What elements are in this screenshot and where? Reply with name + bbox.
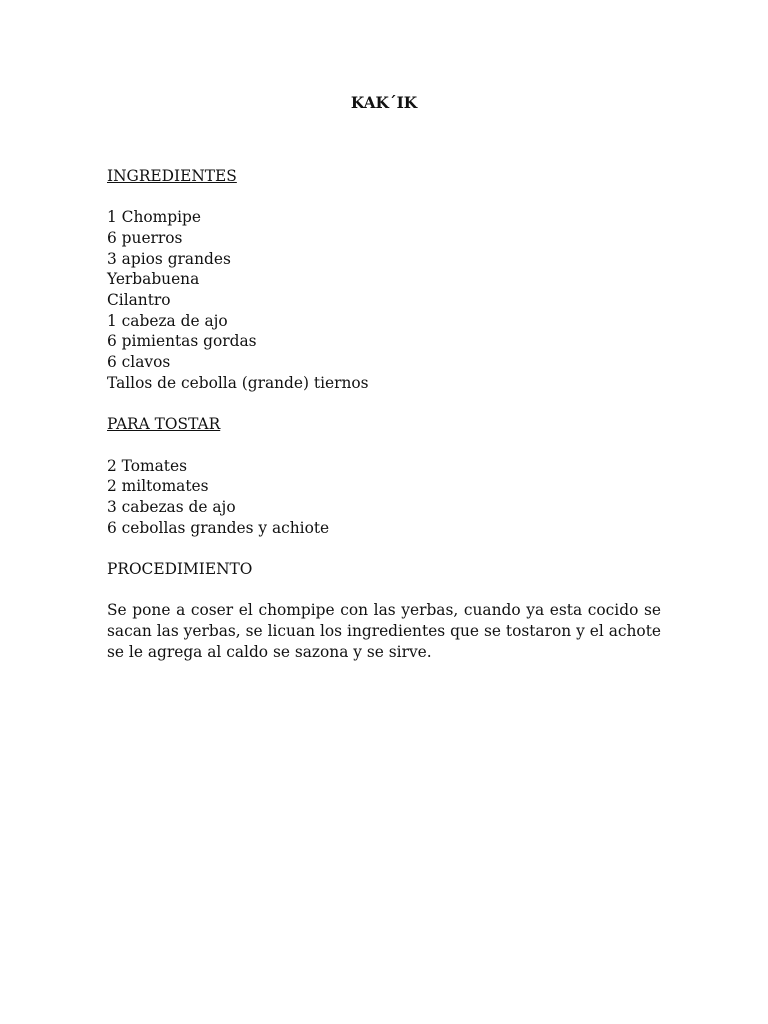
list-item: 6 cebollas grandes y achiote bbox=[107, 518, 330, 537]
list-item: Yerbabuena bbox=[107, 270, 200, 289]
list-item: 1 cabeza de ajo bbox=[107, 311, 228, 330]
spacer bbox=[107, 186, 661, 207]
list-item: 3 cabezas de ajo bbox=[107, 497, 236, 516]
list-item: 6 clavos bbox=[107, 353, 171, 372]
toast-list bbox=[107, 456, 661, 539]
recipe-title: KAK´IK bbox=[350, 94, 418, 112]
toast-heading: PARA TOSTAR bbox=[107, 415, 221, 434]
list-item: 2 miltomates bbox=[107, 477, 209, 496]
list-item: 6 pimientas gordas bbox=[107, 332, 257, 351]
list-item: 3 apios grandes bbox=[107, 249, 231, 268]
list-item: 1 Chompipe bbox=[107, 208, 201, 227]
document-page bbox=[107, 93, 661, 663]
spacer bbox=[107, 538, 661, 559]
ingredients-list bbox=[107, 207, 661, 393]
procedure-heading: PROCEDIMIENTO bbox=[107, 560, 253, 578]
list-item: Cilantro bbox=[107, 290, 171, 309]
ingredients-heading: INGREDIENTES bbox=[107, 166, 237, 185]
spacer bbox=[107, 580, 661, 601]
list-item: 6 puerros bbox=[107, 228, 183, 247]
list-item: 2 Tomates bbox=[107, 456, 187, 475]
procedure-text: Se pone a coser el chompipe con las yerbas, cuando ya esta cocido se sacan las yerbas, se licuan los ingredientes que se tostaron y el achote se le agrega al caldo se sazona y se sirve. bbox=[107, 601, 661, 661]
spacer bbox=[107, 435, 661, 456]
spacer bbox=[107, 393, 661, 414]
list-item: Tallos de cebolla (grande) tiernos bbox=[107, 373, 369, 392]
